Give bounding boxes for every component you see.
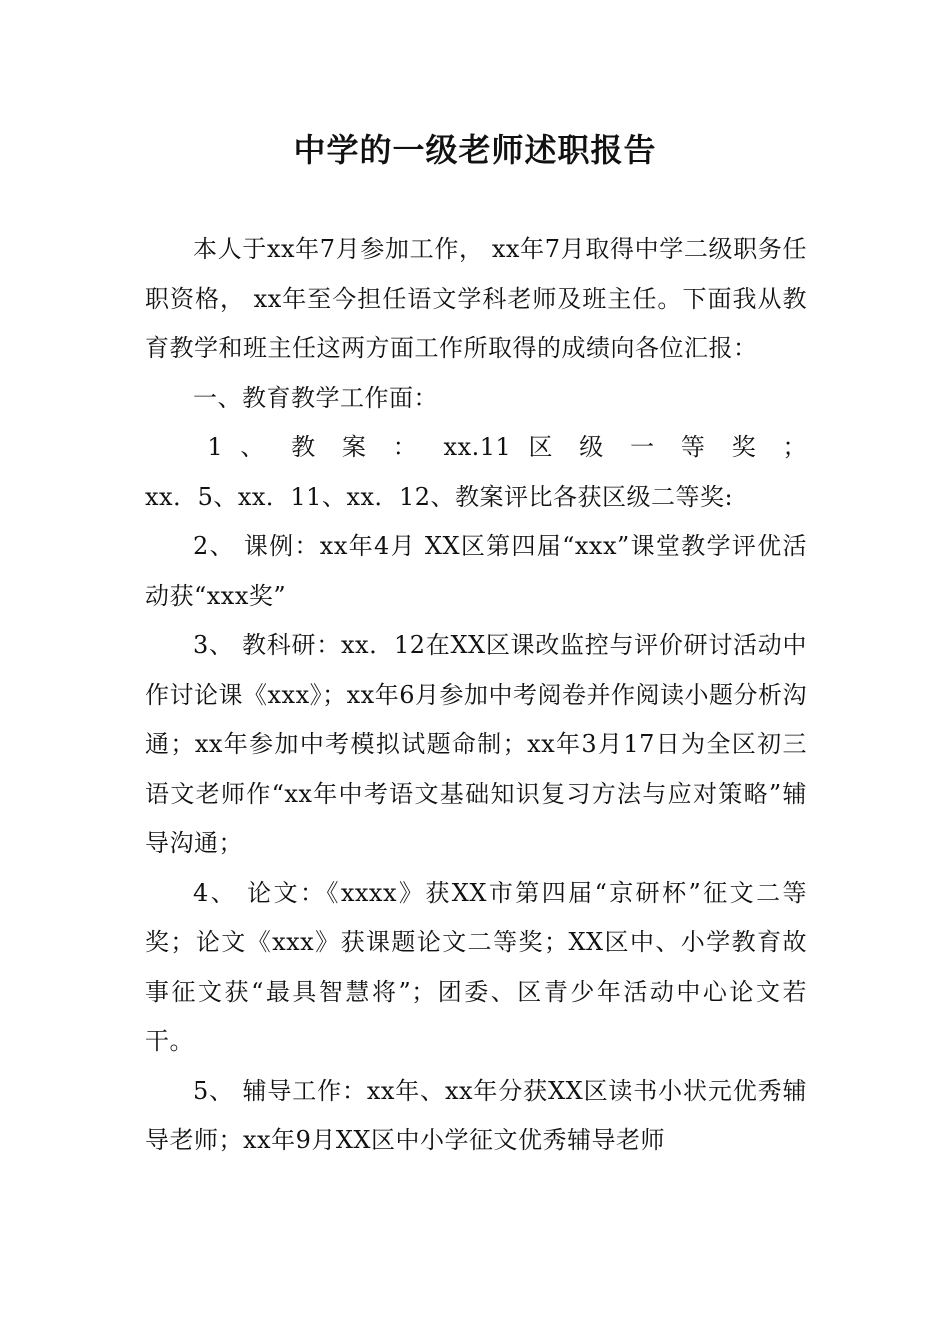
item-lesson-plan: 1 、 教 案 ： xx.11 区 级 一 等 奖 ； <box>207 433 807 461</box>
paragraph-intro: 本人于xx年7月参加工作， xx年7月取得中学二级职务任职资格， xx年至今担任语文学科老师及班主任。下面我从教育教学和班主任这两方面工作所取得的成绩向各位汇报： <box>145 235 807 362</box>
document-body <box>145 225 807 1166</box>
item-lesson-plan-continued: xx．5、xx．11、xx．12、教案评比各获区级二等奖: <box>145 482 734 511</box>
document-title: 中学的一级老师述职报告 <box>293 131 657 169</box>
item-lesson-example: 2、 课例：xx年4月 XX区第四届“xxx”课堂教学评优活动获“xxx奖” <box>145 532 807 610</box>
item-tutoring: 5、 辅导工作：xx年、xx年分获XX区读书小状元优秀辅导老师；xx年9月XX区中小学征文优秀辅导老师 <box>145 1076 807 1154</box>
section-heading-teaching: 一、教育教学工作面： <box>193 383 438 412</box>
item-papers: 4、 论文：《xxxx》获XX市第四届“京研杯”征文二等奖；论文《xxx》获课题论文二等奖；XX区中、小学教育故事征文获“最具智慧将”；团委、区青少年活动中心论文若干。 <box>145 878 807 1055</box>
item-research: 3、 教科研：xx．12在XX区课改监控与评价研讨活动中作讨论课《xxx》；xx年6月参加中考阅卷并作阅读小题分析沟通；xx年参加中考模拟试题命制；xx年3月17日为全区初三语文老师作“xx年中考语文基础知识复习方法与应对策略”辅导沟通； <box>145 631 807 857</box>
